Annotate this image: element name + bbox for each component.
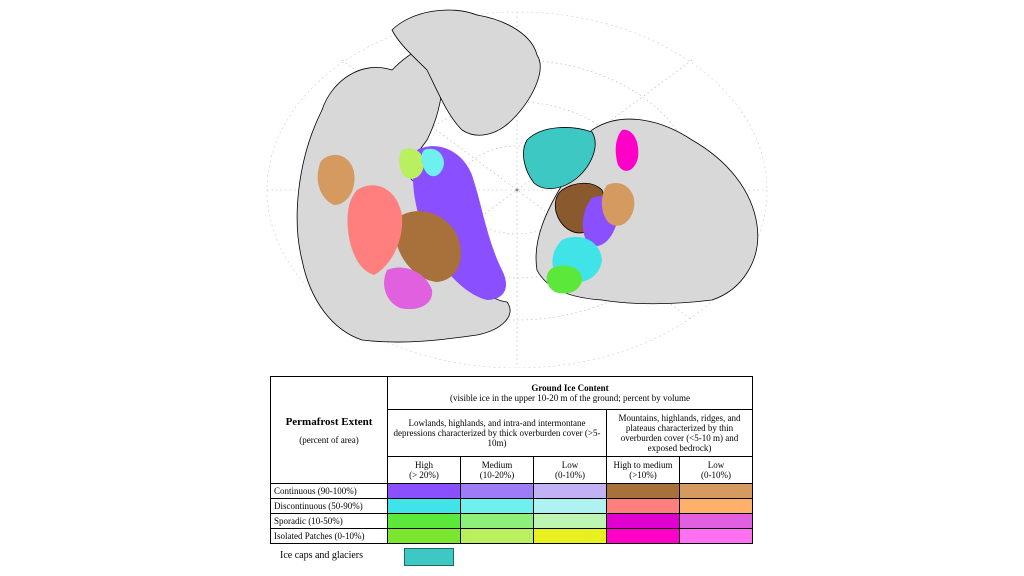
row-label: Isolated Patches (0-10%): [271, 529, 388, 544]
ground-ice-subtitle: (visible ice in the upper 10-20 m of the ground; percent by volume: [450, 393, 690, 403]
color-swatch: [461, 529, 534, 544]
color-swatch: [534, 499, 607, 514]
permafrost-subtitle: (percent of area): [299, 434, 359, 445]
column-header: Low (0-10%): [680, 457, 753, 484]
color-swatch: [607, 499, 680, 514]
color-swatch: [534, 514, 607, 529]
permafrost-extent-header: [271, 377, 388, 484]
zone-sporadic-na: [547, 266, 582, 294]
row-label: Continuous (90-100%): [271, 484, 388, 499]
group-mountains: Mountains, highlands, ridges, and plateaus characterized by thin overburden cover (<5-10 m) and exposed bedrock): [607, 410, 753, 457]
permafrost-title: Permafrost Extent: [285, 415, 373, 428]
column-header: Medium (10-20%): [461, 457, 534, 484]
ice-caps-label: Ice caps and glaciers: [280, 550, 364, 561]
color-swatch: [461, 499, 534, 514]
group-lowlands: Lowlands, highlands, and intra-and intermontane depressions characterized by thick overburden cover (>5-10m): [388, 410, 607, 457]
color-swatch: [607, 484, 680, 499]
color-swatch: [388, 514, 461, 529]
color-swatch: [461, 484, 534, 499]
row-label: Discontinuous (50-90%): [271, 499, 388, 514]
legend-row-sporadic: [271, 514, 753, 529]
color-swatch: [607, 529, 680, 544]
color-swatch: [461, 514, 534, 529]
color-swatch: [388, 529, 461, 544]
ice-caps-swatch: [404, 548, 454, 566]
color-swatch: [607, 514, 680, 529]
ground-ice-title: Ground Ice Content: [531, 383, 609, 393]
color-swatch: [534, 529, 607, 544]
column-header: High to medium (>10%): [607, 457, 680, 484]
color-swatch: [534, 484, 607, 499]
color-swatch: [680, 499, 753, 514]
color-swatch: [680, 484, 753, 499]
legend-row-discontinuous: [271, 499, 753, 514]
column-header: Low (0-10%): [534, 457, 607, 484]
legend-row-isolated: [271, 529, 753, 544]
permafrost-map: [262, 0, 782, 368]
color-swatch: [680, 514, 753, 529]
color-swatch: [388, 499, 461, 514]
ground-ice-header: [388, 377, 753, 410]
map-legend: [270, 376, 753, 544]
row-label: Sporadic (10-50%): [271, 514, 388, 529]
color-swatch: [680, 529, 753, 544]
north-pole-marker: [516, 189, 519, 192]
color-swatch: [388, 484, 461, 499]
column-header: High (> 20%): [388, 457, 461, 484]
legend-row-continuous: [271, 484, 753, 499]
